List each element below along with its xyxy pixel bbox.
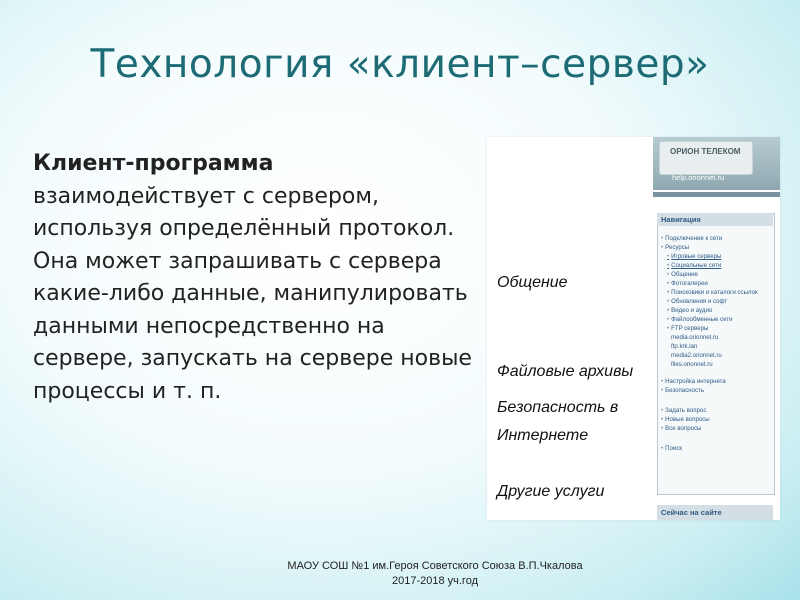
nav-item: • Фотогалереи: [667, 280, 708, 287]
nav-item: • Обновления и софт: [667, 298, 728, 305]
promo-other-services: Другие услуги: [497, 483, 605, 500]
nav-item: media.orionnet.ru: [671, 334, 719, 341]
nav-item: • Файлообменные сети: [667, 316, 733, 323]
nav-heading: Навигация: [657, 213, 773, 226]
website-screenshot: [487, 137, 780, 520]
promo-communication: Общение: [497, 274, 568, 291]
nav-item: files.orionnet.ru: [671, 361, 713, 368]
nav-item: • Поиск: [661, 445, 683, 452]
promo-file-archives: Файловые архивы: [497, 363, 634, 380]
site-url: help.orionnet.ru: [672, 173, 725, 182]
nav-item: • Подключение к сети: [661, 235, 723, 242]
online-now-heading: Сейчас на сайте: [657, 505, 773, 520]
promo-security-line2: Интернете: [497, 427, 589, 444]
nav-item: • Общение: [667, 271, 698, 278]
body-description: взаимодействует с сервером, используя определённый протокол. Она может запрашивать с сервера какие-либо данные, манипулировать данными непосредственно на сервере, запускать на сервере новые процессы и т. п.: [33, 183, 472, 404]
nav-item: • Социальные сети: [667, 262, 722, 269]
body-paragraph: [33, 148, 483, 408]
site-logo: ОРИОН ТЕЛЕКОМ: [670, 147, 741, 156]
body-term: Клиент-программа: [33, 151, 274, 176]
nav-item: • Видео и аудио: [667, 307, 713, 314]
footer-year: 2017-2018 уч.год: [391, 575, 478, 587]
nav-item: • Настройка интернета: [661, 378, 726, 385]
nav-item: • Игровые серверы: [667, 253, 722, 260]
site-header-bar: [653, 192, 780, 197]
nav-item: • Задать вопрос: [661, 407, 707, 414]
nav-item: • FTP серверы: [667, 325, 709, 332]
nav-item: • Поисковики и каталоги ссылок: [667, 289, 758, 296]
nav-item: media2.orionnet.ru: [671, 352, 722, 359]
nav-item: ftp.krk.lan: [671, 343, 698, 350]
footer: [270, 559, 600, 589]
slide-title: Технология «клиент–сервер»: [90, 42, 710, 87]
promo-security-line1: Безопасность в: [497, 399, 619, 416]
nav-item: • Новые вопросы: [661, 416, 710, 423]
footer-school: МАОУ СОШ №1 им.Героя Советского Союза В.П.Чкалова: [287, 560, 583, 572]
nav-item: • Все вопросы: [661, 425, 702, 432]
nav-item: • Ресурсы: [661, 244, 690, 251]
nav-item: • Безопасность: [661, 387, 705, 394]
